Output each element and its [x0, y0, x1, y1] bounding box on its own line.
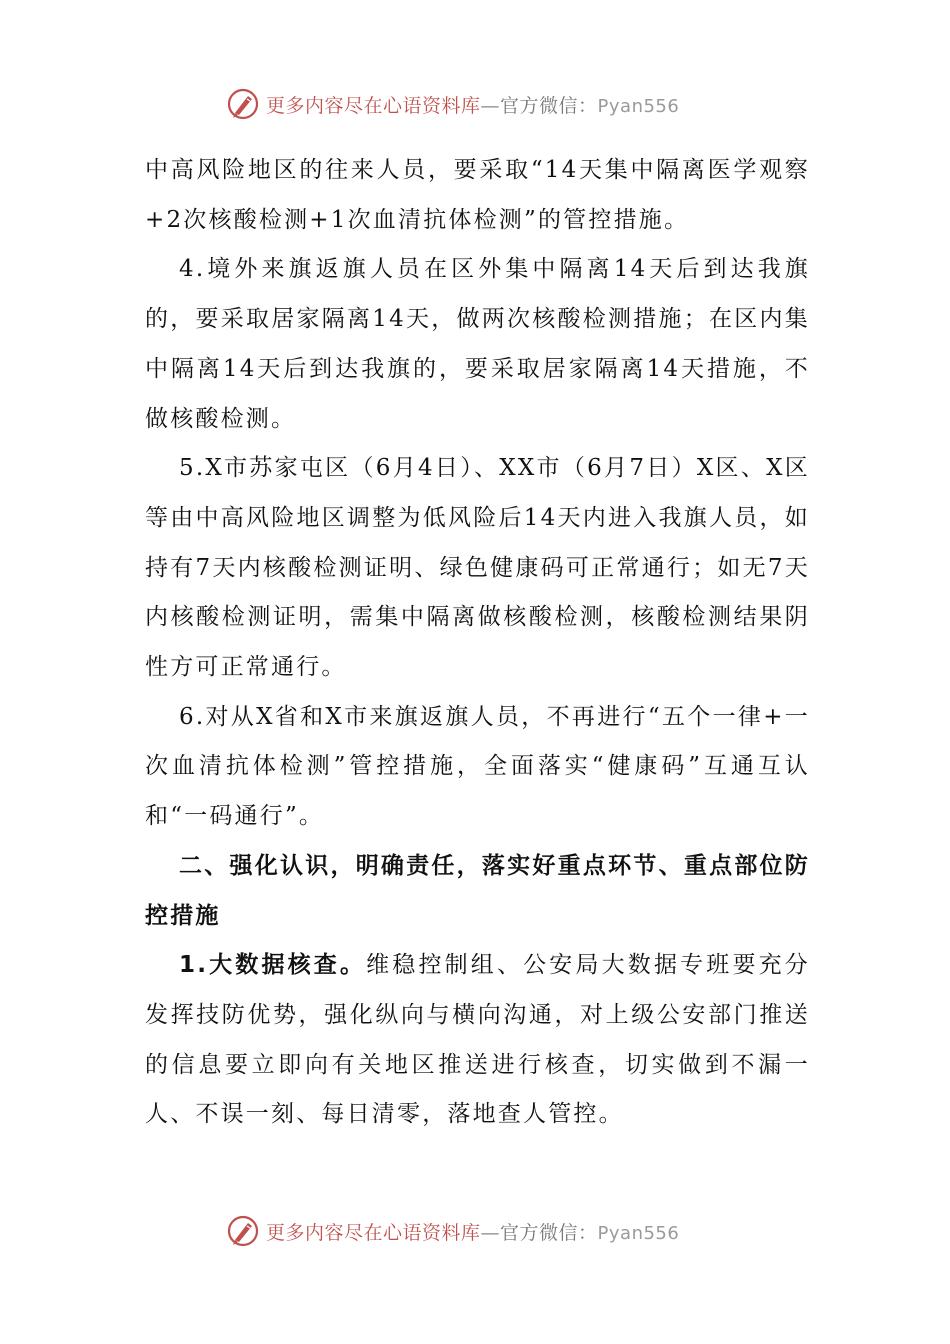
watermark-official: 官方微信：: [500, 94, 598, 117]
paragraph-item-6: 6.对从X省和X市来旗返旗人员，不再进行“五个一律+一次血清抗体检测”管控措施，全面落实“健康码”互通互认和“一码通行”。: [145, 703, 810, 830]
watermark-separator: —: [480, 94, 501, 117]
watermark-separator: —: [480, 1221, 501, 1244]
watermark-brand: 更多内容尽在心语资料库: [266, 1221, 481, 1244]
pen-nib-logo-icon: [226, 1214, 260, 1248]
pen-nib-logo-icon: [226, 87, 260, 121]
watermark-official: 官方微信：: [500, 1221, 598, 1244]
paragraph-continued: 中高风险地区的往来人员，要采取“14天集中隔离医学观察+2次核酸检测+1次血清抗体检测”的管控措施。: [145, 157, 810, 233]
paragraph-item-5: 5.X市苏家屯区（6月4日）、XX市（6月7日）X区、X区等由中高风险地区调整为低风险后14天内进入我旗人员，如持有7天内核酸检测证明、绿色健康码可正常通行；如无7天内核酸检测证明，需集中隔离做核酸检测，核酸检测结果阴性方可正常通行。: [145, 455, 810, 681]
header-watermark: [226, 84, 726, 124]
watermark-wechat-id: Pyan556: [597, 95, 680, 117]
document-body: [145, 146, 810, 1140]
paragraph-big-data-check: [145, 941, 810, 1140]
watermark-wechat-id: Pyan556: [597, 1222, 680, 1244]
paragraph-body: 维稳控制组、公安局大数据专班要充分发挥技防优势，强化纵向与横向沟通，对上级公安部门推送的信息要立即向有关地区推送进行核查，切实做到不漏一人、不误一刻、每日清零，落地查人管控。: [145, 952, 811, 1128]
watermark-brand: 更多内容尽在心语资料库: [266, 94, 481, 117]
section-heading-2: 二、强化认识，明确责任，落实好重点环节、重点部位防控措施: [145, 852, 810, 929]
paragraph-lead-bold: 1.大数据核查。: [179, 952, 367, 979]
footer-watermark: [226, 1211, 726, 1251]
paragraph-item-4: 4.境外来旗返旗人员在区外集中隔离14天后到达我旗的，要采取居家隔离14天，做两次核酸检测措施；在区内集中隔离14天后到达我旗的，要采取居家隔离14天措施，不做核酸检测。: [145, 256, 810, 432]
